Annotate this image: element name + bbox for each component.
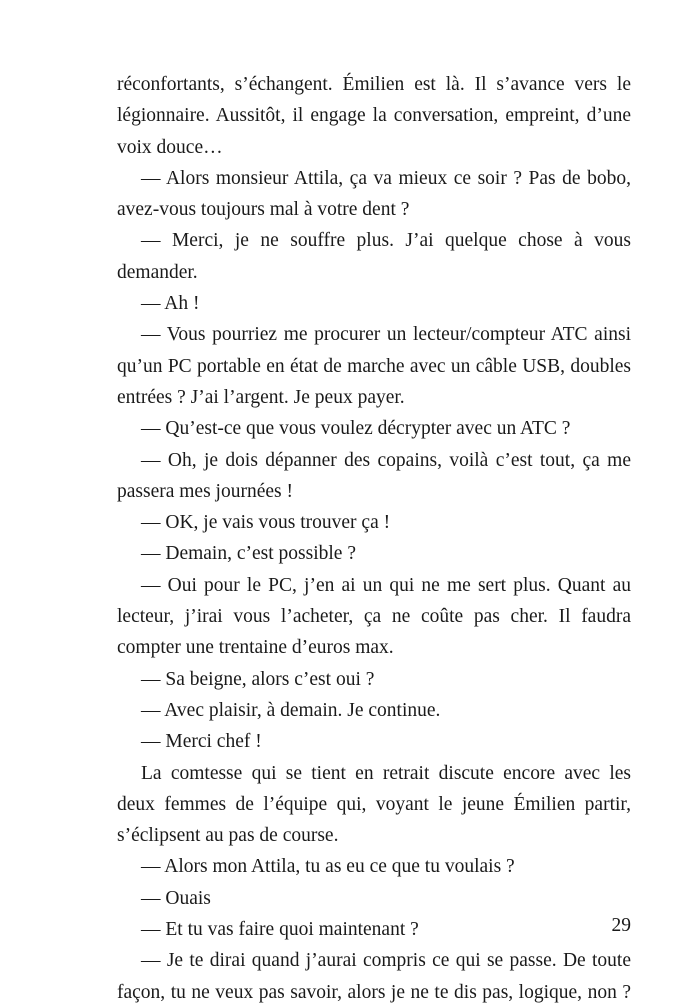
text-line: — Sa beigne, alors c’est oui ? <box>141 668 375 690</box>
text-line: avez-vous toujours mal à votre dent ? <box>117 199 410 221</box>
text-line: — Qu’est-ce que vous voulez décrypter avec un ATC ? <box>141 418 571 440</box>
text-line: — Alors monsieur Attila, ça va mieux ce soir ? Pas de bobo, <box>141 167 631 189</box>
text-line: lecteur, j’irai vous l’acheter, ça ne coûte pas cher. Il faudra <box>117 606 631 628</box>
text-line: — Ouais <box>141 887 211 909</box>
text-line: qu’un PC portable en état de marche avec un câble USB, doubles <box>117 355 631 377</box>
text-line: — Alors mon Attila, tu as eu ce que tu voulais ? <box>141 856 515 878</box>
text-line: — Avec plaisir, à demain. Je continue. <box>141 699 441 721</box>
text-line: voix douce… <box>117 136 223 158</box>
text-line: passera mes journées ! <box>117 480 293 502</box>
text-line: — Ah ! <box>141 293 200 315</box>
page-body-text <box>117 69 631 1008</box>
text-line: — Oui pour le PC, j’en ai un qui ne me sert plus. Quant au <box>141 574 631 596</box>
text-line: — Merci, je ne souffre plus. J’ai quelque chose à vous <box>141 230 631 252</box>
text-line: façon, tu ne veux pas savoir, alors je ne te dis pas, logique, non ? <box>117 981 631 1003</box>
text-line: — Et tu vas faire quoi maintenant ? <box>141 919 419 941</box>
text-line: réconfortants, s’échangent. Émilien est là. Il s’avance vers le <box>117 74 631 95</box>
text-line: La comtesse qui se tient en retrait discute encore avec les <box>141 762 631 784</box>
text-line: deux femmes de l’équipe qui, voyant le jeune Émilien partir, <box>117 793 631 815</box>
text-line: — Oh, je dois dépanner des copains, voilà c’est tout, ça me <box>141 449 631 471</box>
page-number: 29 <box>611 915 631 936</box>
text-line: s’éclipsent au pas de course. <box>117 825 339 847</box>
text-line: légionnaire. Aussitôt, il engage la conversation, empreint, d’une <box>117 105 631 127</box>
text-line: demander. <box>117 261 198 283</box>
text-line: compter une trentaine d’euros max. <box>117 637 394 659</box>
text-line: entrées ? J’ai l’argent. Je peux payer. <box>117 386 405 408</box>
text-line: — Je te dirai quand j’aurai compris ce qui se passe. De toute <box>141 950 631 972</box>
text-line: — Merci chef ! <box>141 731 262 753</box>
text-line: — Demain, c’est possible ? <box>141 543 356 565</box>
text-line: — Vous pourriez me procurer un lecteur/compteur ATC ainsi <box>141 324 631 346</box>
text-line: — OK, je vais vous trouver ça ! <box>141 512 391 534</box>
